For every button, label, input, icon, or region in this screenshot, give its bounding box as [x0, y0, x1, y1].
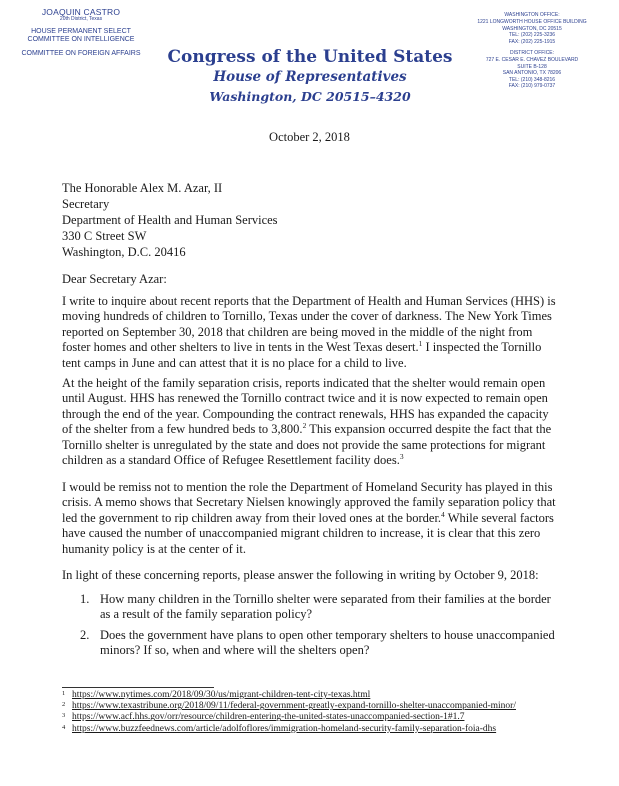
body-paragraph-2: At the height of the family separation crisis, reports indicated that the shelter would remain open until August. HHS has renewed the Tornillo contract twice and it is now expected to remain open through the end of the year. Compounding the contract renewals, HHS has expanded the capacity of the shelter from a few hundred beds to 3,800.$^2$ This expansion occurred despite the fact that the Tornillo shelter is unregulated by the state and does not provide the same protections for migrant children as a standard Office of Refugee Resettlement facility does.$^3$ [62, 376, 552, 468]
office-line: 727 E. CESAR E. CHAVEZ BOULEVARD [485, 57, 579, 64]
footnote-link[interactable]: https://www.acf.hhs.gov/orr/resource/children-entering-the-united-states-unaccompanied-section-1#1.7 [72, 712, 465, 723]
member-name: JOAQUIN CASTRO [41, 7, 121, 17]
footnote-number: 1 [62, 690, 66, 697]
question-item [62, 628, 562, 659]
footnote-ref: 1 [418, 339, 423, 349]
letterhead-right [455, 12, 609, 89]
member-district: 20th District, Texas [59, 16, 103, 22]
recipient-line: The Honorable Alex M. Azar, II [62, 181, 223, 195]
office-line: TEL: (202) 225-3236 [508, 32, 556, 39]
question-text: How many children in the Tornillo shelter were separated from their families at the border as a result of the family separation policy? [100, 592, 551, 622]
district-office-heading: DISTRICT OFFICE: [509, 50, 555, 57]
body-paragraph-4: In light of these concerning reports, please answer the following in writing by October 9, 2018: [62, 568, 539, 582]
footnote [62, 712, 562, 723]
footnote-number: 4 [62, 723, 66, 731]
house-title: House of Representatives [213, 69, 407, 85]
office-line: 1221 LONGWORTH HOUSE OFFICE BUILDING [477, 19, 587, 26]
letterhead-center [160, 47, 460, 107]
footnote-link[interactable]: https://www.nytimes.com/2018/09/30/us/migrant-children-tent-city-texas.html [72, 690, 371, 700]
footnote [62, 690, 562, 701]
letterhead-left [12, 8, 150, 58]
office-line: WASHINGTON, DC 20515 [502, 25, 562, 32]
letter-date: October 2, 2018 [269, 130, 350, 144]
footnote-link[interactable]: https://www.buzzfeednews.com/article/adolfoflores/immigration-homeland-security-family-separation-foia-dhs [72, 723, 497, 734]
committee-line: COMMITTEE ON FOREIGN AFFAIRS [21, 50, 141, 57]
congress-title: Congress of the United States [167, 47, 453, 67]
question-text: Does the government have plans to open other temporary shelters to house unaccompanied minors? If so, when and where will the shelters open? [100, 627, 555, 658]
office-line: FAX: (210) 979-0737 [508, 83, 556, 90]
footnote-ref: 2 [302, 421, 307, 431]
body-paragraph-1: I write to inquire about recent reports that the Department of Health and Human Services (HHS) is moving hundreds of children to Tornillo, Texas under the cover of darkness. The New York Times reported on September 30, 2018 that children are being moved in the middle of the night from foster homes and other shelters to live in tents in the West Texas desert.$^1$ I inspected the Tornillo tent camps in June and can attest that it is no place for a child to live. [62, 294, 556, 370]
recipient-line: 330 C Street SW [62, 229, 147, 243]
committee-line: HOUSE PERMANENT SELECT [31, 28, 131, 35]
salutation: Dear Secretary Azar: [62, 272, 167, 286]
footnote-link[interactable]: https://www.texastribune.org/2018/09/11/federal-government-greatly-expand-tornillo-shelter-unaccompanied-minor/ [72, 701, 516, 712]
office-line: TEL: (210) 348-8216 [508, 76, 556, 83]
question-list [62, 592, 562, 664]
footnote-number: 3 [62, 712, 66, 720]
recipient-line: Department of Health and Human Services [62, 213, 278, 227]
footnote-ref: 4 [441, 509, 445, 519]
question-number: 1. [80, 592, 90, 606]
committee-line: COMMITTEE ON INTELLIGENCE [27, 36, 135, 43]
footnote-ref: 3 [399, 452, 404, 462]
office-line: SAN ANTONIO, TX 78206 [502, 70, 562, 77]
office-line: SUITE B-128 [517, 63, 547, 70]
footnote [62, 724, 562, 735]
washington-office-heading: WASHINGTON OFFICE: [504, 12, 560, 18]
footnote [62, 701, 562, 712]
body-paragraph-3: I would be remiss not to mention the role the Department of Homeland Security has played in this crisis. A memo shows that Secretary Nielsen knowingly approved the family separation policy that led the government to rip children away from their loved ones at the border.$^4$ While several factors have caused the number of unaccompanied migrant children to increase, it is clear that this zero humanity policy is at the center of it. [62, 480, 556, 556]
recipient-address [62, 180, 278, 260]
city-zip: Washington, DC 20515–4320 [209, 89, 411, 104]
question-number: 2. [80, 627, 90, 642]
recipient-line: Secretary [62, 197, 110, 211]
question-item [62, 592, 562, 623]
recipient-line: Washington, D.C. 20416 [62, 245, 186, 259]
footnotes [62, 690, 562, 735]
footnote-divider [62, 687, 214, 688]
footnote-number: 2 [62, 701, 66, 709]
office-line: FAX: (202) 225-1915 [508, 38, 556, 45]
